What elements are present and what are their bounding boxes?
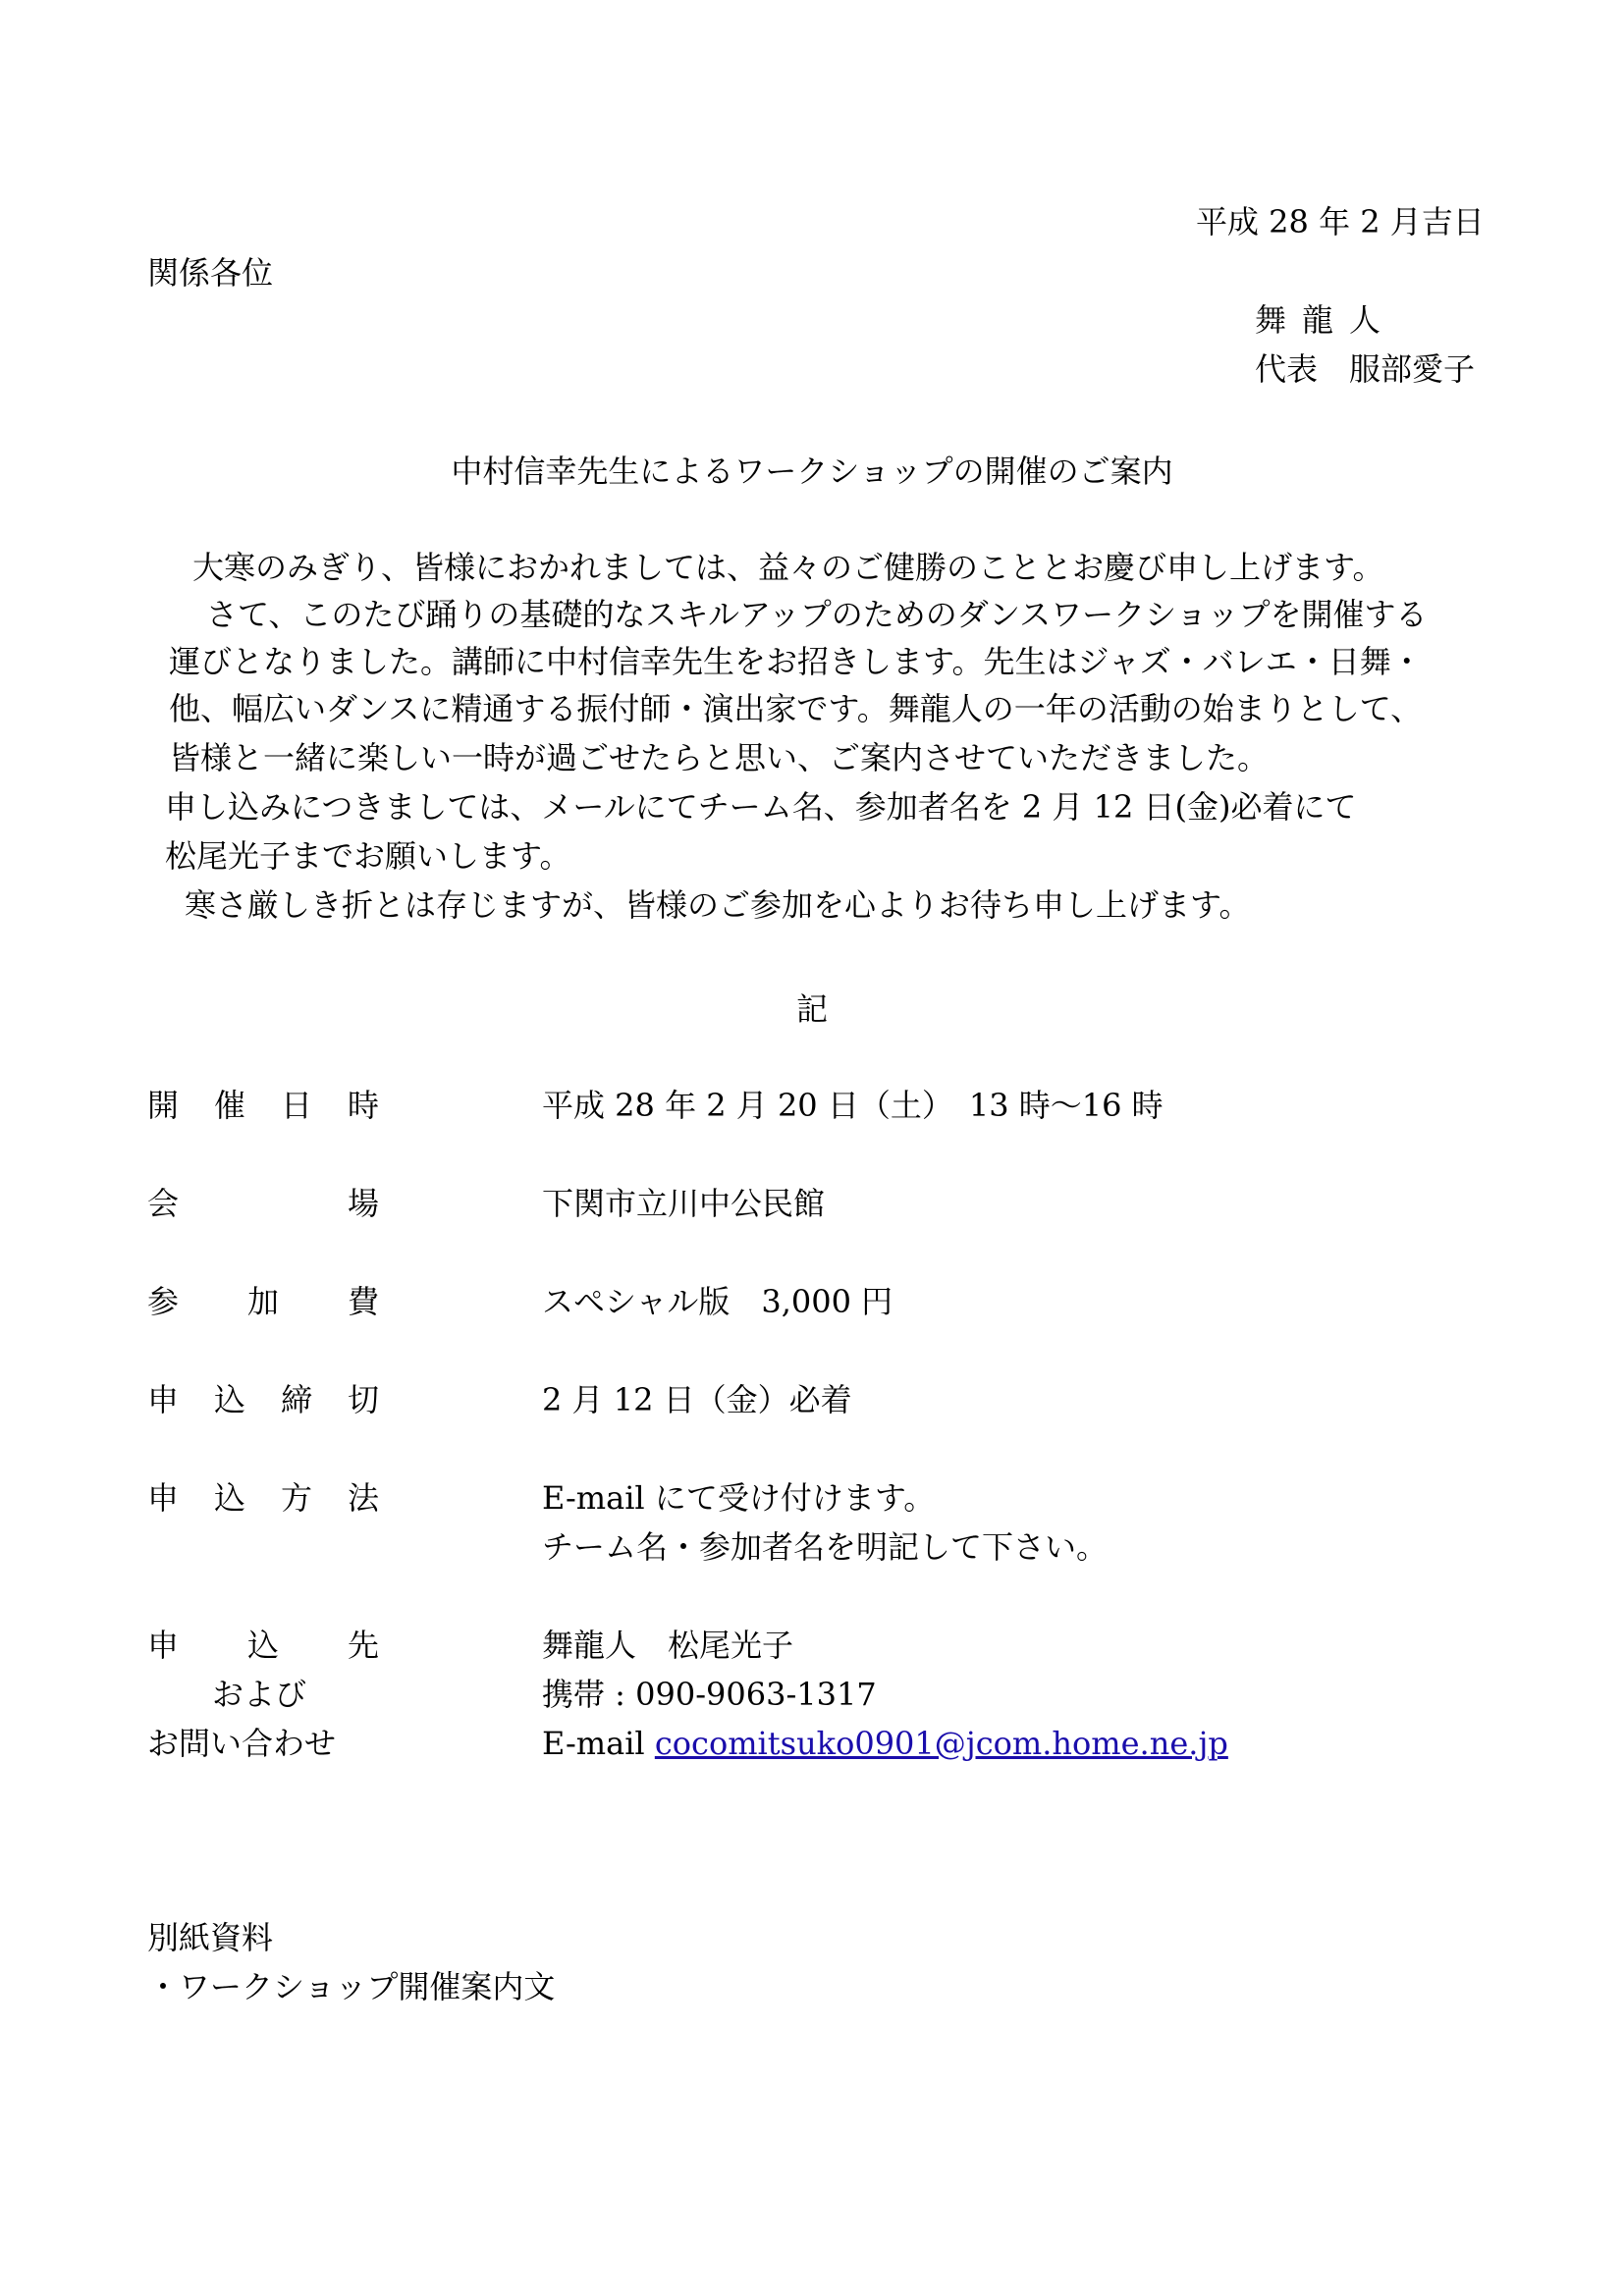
sender-organization: 舞龍人	[1255, 301, 1397, 339]
body-line: 運びとなりました。講師に中村信幸先生をお招きします。先生はジャズ・バレエ・日舞・	[169, 643, 1423, 680]
document-date: 平成 28 年 2 月吉日	[1196, 203, 1485, 240]
method-value-line-2: チーム名・参加者名を明記して下さい。	[542, 1528, 1109, 1566]
datetime-value: 平成 28 年 2 月 20 日（土） 13 時～16 時	[542, 1087, 1164, 1124]
contact-name: 舞龍人 松尾光子	[542, 1627, 794, 1664]
document-title: 中村信幸先生によるワークショップの開催のご案内	[451, 453, 1173, 490]
contact-email-prefix: E-mail	[542, 1725, 655, 1762]
datetime-label: 開 催 日 時	[147, 1087, 379, 1124]
sender-representative: 代表 服部愛子	[1255, 350, 1476, 388]
body-line: 皆様と一緒に楽しい一時が過ごせたらと思い、ご案内させていただきました。	[169, 739, 1270, 776]
contact-label: 申 込 先	[147, 1627, 379, 1664]
contact-label-and: および	[212, 1676, 307, 1713]
fee-label: 参 加 費	[147, 1283, 379, 1320]
body-line: 松尾光子までお願いします。	[165, 837, 571, 875]
body-line: 他、幅広いダンスに精通する振付師・演出家です。舞龍人の一年の活動の始まりとして、	[169, 690, 1423, 727]
contact-email-row	[542, 1724, 1228, 1763]
contact-label-inquiry: お問い合わせ	[147, 1725, 337, 1762]
recipient: 関係各位	[147, 254, 274, 292]
body-paragraph-closing: 寒さ厳しき折とは存じますが、皆様のご参加を心よりお待ち申し上げます。	[185, 886, 1251, 924]
contact-phone: 携帯 : 090-9063-1317	[542, 1676, 877, 1713]
deadline-label: 申 込 締 切	[147, 1381, 379, 1418]
appendix-title: 別紙資料	[147, 1919, 274, 1956]
contact-email-link[interactable]: cocomitsuko0901@jcom.home.ne.jp	[654, 1725, 1228, 1762]
body-line: さて、このたび踊りの基礎的なスキルアップのためのダンスワークショップを開催する	[206, 596, 1428, 633]
ki-heading: 記	[795, 990, 828, 1028]
deadline-value: 2 月 12 日（金）必着	[542, 1381, 852, 1418]
method-value-line-1: E-mail にて受け付けます。	[542, 1479, 936, 1517]
method-label: 申 込 方 法	[147, 1479, 379, 1517]
body-paragraph-greeting: 大寒のみぎり、皆様におかれましては、益々のご健勝のこととお慶び申し上げます。	[192, 549, 1384, 586]
venue-label: 会 場	[147, 1185, 379, 1222]
venue-value: 下関市立川中公民館	[542, 1185, 826, 1222]
fee-value: スペシャル版 3,000 円	[542, 1283, 893, 1320]
body-line: 申し込みにつきましては、メールにてチーム名、参加者名を 2 月 12 日(金)必着にて	[165, 788, 1357, 826]
appendix-item: ・ワークショップ開催案内文	[147, 1968, 556, 2005]
